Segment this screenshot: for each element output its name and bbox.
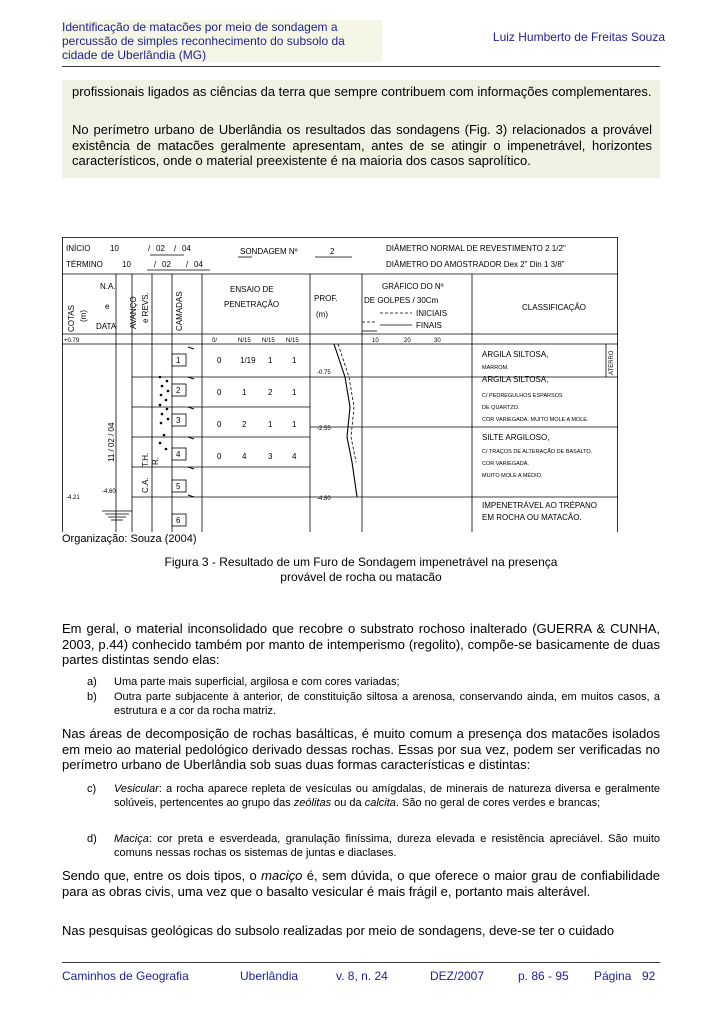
inicio-day: 10: [110, 244, 119, 253]
layer-classifications: [482, 350, 597, 522]
inicio-month: 02: [156, 244, 165, 253]
svg-text:0: 0: [217, 452, 222, 461]
figure-organization: Organização: Souza (2004): [62, 533, 197, 545]
svg-text:5: 5: [176, 482, 181, 491]
svg-text:ARGILA SILTOSA,: ARGILA SILTOSA,: [482, 350, 549, 359]
footer-page-number: 92: [642, 969, 656, 983]
list-marker-d: d): [87, 833, 97, 845]
graf-tick-10: 10: [372, 338, 379, 344]
list-text-c: Vesicular: a rocha aparece repleta de vesículas ou amígdalas, de minerais de natureza diversa e geralmente solúveis, pertencentes ao grupo das zeólitas ou da calcita. São no geral de cores verdes e brancas;: [114, 783, 660, 809]
footer-rule: [62, 962, 660, 963]
svg-text:2: 2: [176, 386, 181, 395]
svg-text:1: 1: [242, 388, 247, 397]
svg-text:C/ TRAÇOS DE ALTERAÇÃO DE BASA: C/ TRAÇOS DE ALTERAÇÃO DE BASALTO.: [482, 449, 593, 455]
col-prof-unit: (m): [316, 310, 328, 319]
intro-paragraph-2: No perímetro urbano de Uberlândia os resultados das sondagens (Fig. 3) relacionados a provável existência de matacões geralmente apresentam, antes de se atingir o impenetrável, horizontes característicos, onde o material preexistente é na maioria dos casos saprolítico.: [72, 122, 652, 168]
footer-journal: Caminhos de Geografia: [62, 969, 189, 983]
golpes-finais-line: [334, 344, 357, 497]
graf-tick-30: 30: [434, 338, 441, 344]
inicio-year: 04: [182, 244, 191, 253]
svg-text:4: 4: [242, 452, 247, 461]
svg-text:/: /: [186, 260, 189, 269]
col-grafico: GRÁFICO DO Nº: [382, 282, 444, 291]
col-ensaio: ENSAIO DE: [230, 285, 274, 294]
figure-caption: [62, 555, 660, 585]
col-cotas-unit: (m): [79, 310, 88, 322]
svg-text:3: 3: [268, 452, 273, 461]
pen-head-3: N/15: [286, 338, 299, 344]
term-calcita: calcita: [364, 797, 396, 809]
col-cotas: COTAS: [67, 305, 76, 332]
col-golpes: DE GOLPES / 30Cm: [364, 296, 439, 305]
running-author: Luiz Humberto de Freitas Souza: [492, 30, 665, 44]
svg-text:2: 2: [268, 388, 273, 397]
svg-text:2: 2: [242, 420, 247, 429]
reading-date: 11 / 02 / 04: [107, 422, 116, 462]
svg-text:/: /: [154, 260, 157, 269]
figure-caption-line-1: Figura 3 - Resultado de um Furo de Sondagem impenetrável na presença: [164, 555, 558, 569]
svg-text:MARROM.: MARROM.: [482, 365, 509, 371]
list-marker-a: a): [87, 676, 97, 688]
svg-text:/: /: [148, 244, 151, 253]
list-marker-c: c): [87, 783, 97, 795]
svg-text:0: 0: [217, 356, 222, 365]
termino-month: 02: [162, 260, 171, 269]
col-prof: PROF.: [314, 294, 338, 303]
svg-text:1/19: 1/19: [240, 356, 256, 365]
legend-finais: FINAIS: [416, 321, 442, 330]
figure-caption-line-2: provável de rocha ou matacão: [280, 570, 442, 584]
termino-day: 10: [122, 260, 131, 269]
svg-text:1: 1: [268, 420, 273, 429]
svg-text:ARGILA SILTOSA,: ARGILA SILTOSA,: [482, 375, 549, 384]
diametro-revestimento: DIÂMETRO NORMAL DE REVESTIMENTO 2 1/2": [386, 244, 566, 253]
col-revs: e REVS.: [141, 292, 150, 323]
aterro-label: ATERRO: [609, 350, 615, 375]
col-avanco: AVANÇO: [129, 296, 138, 329]
svg-text:0: 0: [217, 420, 222, 429]
svg-text:C/ PEDREGULHOS ESPARSOS: C/ PEDREGULHOS ESPARSOS: [482, 393, 563, 399]
svg-text:4: 4: [176, 450, 181, 459]
col-e: e: [105, 302, 110, 311]
term-vesicular: Vesicular: [114, 783, 159, 795]
pen-head-0: 0/: [212, 338, 218, 344]
col-penetracao: PENETRAÇÃO: [224, 300, 280, 309]
svg-text:1: 1: [292, 356, 297, 365]
footer-pages: p. 86 - 95: [518, 969, 569, 983]
cota-top: +0.79: [64, 338, 80, 344]
sondagem-label: SONDAGEM Nº: [240, 247, 298, 256]
svg-text:4: 4: [292, 452, 297, 461]
termino-year: 04: [194, 260, 203, 269]
svg-text:EM ROCHA OU MATACÃO.: EM ROCHA OU MATACÃO.: [482, 513, 582, 522]
water-level: -4.60: [102, 489, 116, 495]
svg-text:3: 3: [176, 416, 181, 425]
svg-text:1: 1: [292, 388, 297, 397]
pen-head-2: N/15: [262, 338, 275, 344]
svg-text:COR VARIEGADA. MUITO MOLE A M: COR VARIEGADA. MUITO MOLE A MOLE.: [482, 417, 589, 423]
svg-text:COR VARIEGADA.: COR VARIEGADA.: [482, 461, 529, 467]
col-na: N.A.: [100, 282, 116, 291]
graf-tick-20: 20: [404, 338, 411, 344]
term-zeolitas: zeólitas: [293, 797, 332, 809]
header-rule: [62, 66, 660, 67]
paragraph-regolito: Em geral, o material inconsolidado que recobre o substrato rochoso inalterado (GUERRA & CUNHA, 2003, p.44) conhecido também por manto de intemperismo (regolito), compõe-se basicamente de duas partes distintas sendo elas:: [62, 621, 660, 667]
legend-iniciais: INICIAIS: [416, 309, 448, 318]
footer-city: Uberlândia: [240, 969, 299, 983]
cota-bottom: -4.21: [66, 495, 80, 501]
svg-text:6: 6: [176, 516, 181, 525]
list-marker-b: b): [87, 691, 97, 703]
depth-3: -4.80: [317, 496, 331, 502]
svg-text:0: 0: [217, 388, 222, 397]
borehole-log-figure: [62, 237, 618, 532]
svg-text:MUITO MOLE A MÉDIO.: MUITO MOLE A MÉDIO.: [482, 473, 543, 479]
paragraph-basalto: Nas áreas de decomposição de rochas basálticas, é muito comum a presença dos matacões isolados em meio ao material pedológico derivado dessas rochas. Essas por sua vez, podem ser verificadas no perímetro urbano de Uberlândia sob suas duas formas características e distintas:: [62, 726, 660, 772]
list-text-d: Maciça: cor preta e esverdeada, granulação finíssima, dureza elevada e resistência apreciável. São muito comuns nessas rochas os sistemas de juntas e diaclases.: [114, 833, 660, 859]
pen-head-1: N/15: [238, 338, 251, 344]
ca-label: C.A.: [141, 477, 150, 493]
depth-2: -2.55: [317, 426, 331, 432]
penetration-values: [217, 356, 297, 461]
svg-text:1: 1: [176, 356, 181, 365]
running-title: Identificação de matacões por meio de sondagem a percussão de simples reconhecimento do subsolo da cidade de Uberlândia (MG): [62, 20, 382, 62]
golpes-iniciais-line: [338, 344, 356, 462]
inicio-label: INÍCIO: [66, 244, 91, 253]
paragraph-pesquisas: Nas pesquisas geológicas do subsolo realizadas por meio de sondagens, deve-se ter o cuidado: [62, 923, 615, 938]
svg-text:1: 1: [268, 356, 273, 365]
footer-volume: v. 8, n. 24: [336, 969, 388, 983]
cut-marks: [188, 347, 194, 497]
sample-boxes: [172, 354, 186, 526]
svg-text:IMPENETRÁVEL AO TRÉPANO: IMPENETRÁVEL AO TRÉPANO: [482, 501, 597, 510]
sondagem-number: 2: [330, 247, 335, 256]
col-classificacao: CLASSIFICAÇÃO: [522, 303, 587, 312]
pebble-dots: [159, 376, 170, 451]
list-text-b: Outra parte subjacente à anterior, de constituição siltosa a arenosa, conservando ainda, em muitos casos, a estrutura e a cor da rocha matriz.: [114, 691, 660, 717]
sample-numbers: [176, 356, 181, 525]
svg-text:DE QUARTZO.: DE QUARTZO.: [482, 405, 520, 411]
depth-1: -0.75: [317, 370, 331, 376]
paragraph-confiabilidade: Sendo que, entre os dois tipos, o maciço é, sem dúvida, o que oferece o maior grau de confiabilidade para as obras civis, uma vez que o basalto vesicular é mais frágil e, portanto mais alterável.: [62, 868, 660, 899]
col-camadas: CAMADAS: [175, 291, 184, 331]
footer-date: DEZ/2007: [430, 969, 485, 983]
list-text-a: Uma parte mais superficial, argilosa e com cores variadas;: [114, 676, 400, 688]
term-macico: maciço: [261, 868, 303, 883]
svg-text:1: 1: [292, 420, 297, 429]
page-header: [0, 0, 724, 70]
intro-paragraph-1: profissionais ligados as ciências da terra que sempre contribuem com informações complementares.: [72, 84, 652, 99]
diametro-amostrador: DIÂMETRO DO AMOSTRADOR Dex 2" Din 1 3/8": [386, 260, 565, 269]
footer-page-label: Página: [594, 969, 632, 983]
th-label: T.H.: [141, 452, 150, 467]
termino-label: TÉRMINO: [66, 260, 103, 269]
svg-text:/: /: [174, 244, 177, 253]
svg-text:SILTE ARGILOSO,: SILTE ARGILOSO,: [482, 433, 550, 442]
r-label: R.: [151, 457, 160, 465]
term-macica: Maciça: [114, 833, 149, 845]
col-data: DATA: [96, 322, 117, 331]
